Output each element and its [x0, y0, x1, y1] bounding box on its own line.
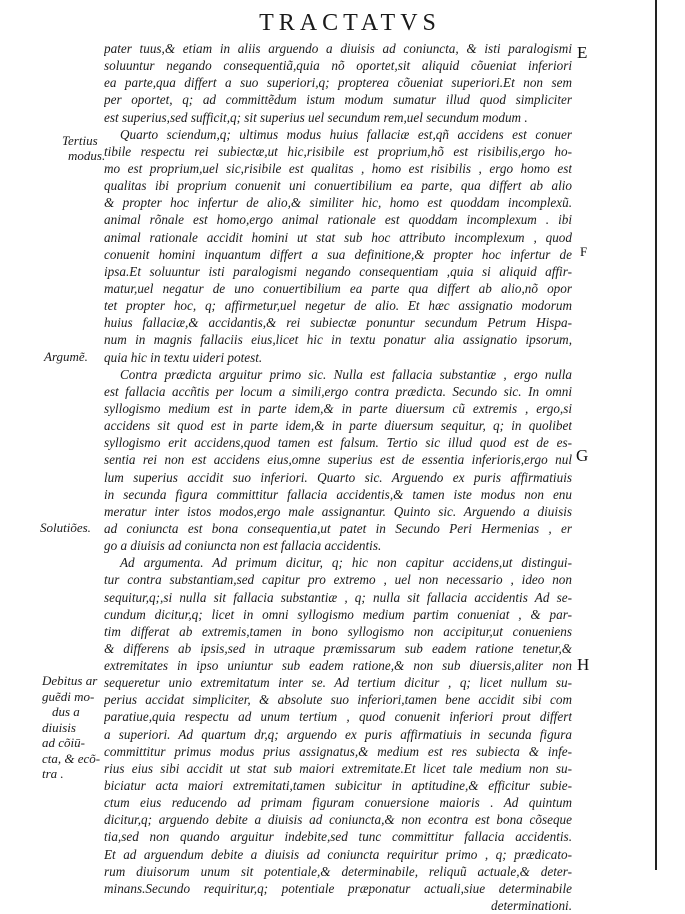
margin-note-solutiones [40, 520, 106, 535]
text-line: animal rõnale est homo,ergo animal rationale est quoddam incomplexum . ibi [104, 212, 572, 228]
text-line: extremitates in ipso uniuntur sub eadem ratione,& non sub diuersis,aliter non [104, 658, 572, 674]
running-header: TRACTATVS [259, 10, 441, 36]
text-line: biciatur acta maiori extremitati,tamen subicitur in aptitudine,& efficitur subie- [104, 778, 572, 794]
text-line: huius fallaciæ,& accidantis,& rei subiectæ ponuntur secundum Petrum Hispa- [104, 315, 572, 331]
text-line: Quarto sciendum,q; ultimus modus huius fallaciæ est,qñ accidens est conuer [120, 126, 572, 142]
margin-note-line: cta, & ecõ- [42, 750, 101, 766]
text-line: tibile respectu rei subiectæ,ut hic,risibile est proprium,hõ est risibilis,ergo ho- [104, 143, 572, 159]
text-line: go a diuisis ad coniuncta non est fallacia accidentis. [104, 538, 382, 554]
margin-note-line: Debitus ar [42, 673, 98, 688]
text-line: minans.Secundo requiritur,q; potentiale præponatur actuali,siue determinabile [104, 880, 572, 896]
text-line: est superius,sed sufficit,q; sit superius uel secundum rem,uel secundum modum . [104, 109, 528, 125]
text-line: animal rationale accidit homini ut stat sub hoc attributo incomplexum , quod [104, 229, 572, 245]
text-line: tet propter hoc, q; affirmetur,uel negetur de alio. Et hæc assignatio modorum [104, 298, 572, 314]
section-letter-h: H [577, 655, 590, 674]
text-line: qualitas ibi proprium conuenit uni conuertibilium ea parte, qua differt ab alio [104, 178, 572, 194]
text-line: tia,sed non quando arguitur indebite,sed tunc committitur fallacia accidentis. [104, 829, 572, 845]
text-line: dicitur,q; arguendo debite a diuisis ad coniuncta,& non econtra est bona cõseque [104, 812, 572, 828]
margin-note-line: Solutiões. [40, 520, 91, 535]
margin-note-line: tra . [42, 766, 64, 781]
margin-note-debitus [42, 673, 108, 782]
section-letter-g: G [576, 446, 589, 465]
text-line: soluuntur negando consequentiã,quia nõ oportet,sit aliquid cõueniat inferiori [104, 58, 572, 74]
text-line: & propter hoc infertur de alio,& similiter hic, homo est quoddam incomplexũ. [104, 195, 572, 211]
text-line: Ad argumenta. Ad primum dicitur, q; hic non capitur accidens,ut distingui- [120, 555, 572, 571]
page-edge-rule [655, 0, 657, 870]
text-line: mo est proprium,uel sic,risibile est qualitas , homo est risibilis , ergo homo est [104, 160, 572, 176]
text-line: meratur inter istos modos,ergo male assignantur. Quinto sic. Arguendo a diuisis [104, 503, 572, 519]
margin-note-line: Argumẽ. [44, 349, 88, 364]
text-line: pater tuus,& etiam in aliis arguendo a diuisis ad coniuncta, & isti paralogismi [104, 41, 572, 56]
text-line: sequeretur unio extremitatum inter se. Ad tertium dicitur , q; licet nullum su- [104, 675, 572, 691]
text-line: num in magnis fallaciis eius,licet hic in textu ponatur alia assignatio ipsorum, [104, 332, 572, 348]
section-letter-e: E [577, 43, 588, 62]
margin-note-line: modus. [68, 148, 106, 163]
text-line: rum diuisorum unum sit potentiale,& determinabile, reliquũ actuale,& deter- [104, 863, 572, 879]
body-text [104, 40, 572, 914]
margin-note-argumenta [44, 349, 104, 364]
text-line: & differens ab ipsis,sed in utraque præmissarum sub eadem ratione tenetur,& [104, 640, 572, 656]
section-letter-f: F [580, 244, 588, 259]
text-line: lum superius accidit suo inferiori. Quarto sic. Arguendo ex puris affirmatiuis [104, 469, 572, 485]
text-line: syllogismo erit accidens,quod tamen est falsum. Tertio sic illud quod est de es- [104, 435, 572, 451]
text-line: tur contra substantiam,sed capitur pro extremo , uel non necessario , ideo non [104, 572, 572, 588]
text-line: committitur primus modus prius assignatus,& medium est res subiecta & infe- [104, 743, 572, 759]
text-line: in secunda figura committitur fallacia accidentis,& tamen iste modus non enu [104, 486, 572, 502]
text-line: accidens sit quod est in parte idem,& in parte diuersum sequitur, q; in quolibet [104, 418, 572, 434]
text-line: syllogismo medium est in parte idem,& in parte diuersum cũ extremis , ergo,si [104, 400, 572, 416]
text-line: determinationi. [491, 898, 572, 914]
text-line: ad coniuncta est bona consequentia,ut patet in Secundo Peri Hermenias , er [104, 520, 572, 536]
text-line: conuenit homini inquantum differt a sua definitione,& propter hoc infertur de [104, 246, 572, 262]
margin-note-tertius [62, 133, 106, 163]
text-line: ea parte,qua differt a suo superiori,q; propterea cõueniat superiori.Et non sem [104, 75, 572, 91]
margin-note-line: Tertius [62, 133, 98, 148]
text-line: tim differat ab extremis,tamen in bono syllogismo non accipitur,ut conueniens [104, 623, 572, 639]
margin-note-line: guẽdi mo- [42, 688, 95, 704]
text-line: ipsa.Et soluuntur isti paralogismi negando consequentiam ,quia si aliquid affir- [104, 263, 572, 279]
text-line: sequitur,q;,si nulla sit fallacia substantiæ , q; nulla sit fallacia accidentis Ad se- [104, 589, 572, 605]
text-line: ctum eius reducendo ad primam figuram conuersione maioris . Ad quintum [104, 795, 572, 811]
text-line: matur,uel negatur de uno conuertibilium ea parte qua differt ab alio,nõ opor [104, 280, 572, 296]
margin-note-line: diuisis [42, 719, 76, 735]
text-line: perius accidat simpliciter, & absolute suo inferiori,tamen bene accidit sibi com [104, 692, 572, 708]
margin-note-line: ad cõiū- [42, 735, 85, 750]
text-line: sentia rei non est accidens eius,omne superius est de essentia inferioris,ergo nul [104, 452, 572, 468]
text-line: rius eius sibi accidit ut stat sub maiori extremitate.Et licet tale medium non su- [104, 760, 572, 776]
text-line: quia hic in textu uideri potest. [104, 349, 263, 365]
text-line: Et ad arguendum debite a diuisis ad coniuncta requiritur primo , q; prædicato- [104, 846, 572, 862]
text-line: est fallacia accñtis per locum a simili,ergo contra prædicta. Secundo sic. In omni [104, 383, 572, 399]
text-line: Contra prædicta arguitur primo sic. Nulla est fallacia substantiæ , ergo nulla [120, 366, 572, 382]
text-line: a superiori. Ad quartum dr,q; arguendo ex puris affirmatiuis in secunda figura [104, 726, 572, 742]
margin-note-line: dus a [52, 704, 80, 719]
text-line: paratiue,quia respectu ad unum tertium , quod conuenit inferiori prout differt [104, 709, 572, 725]
text-line: cundum dicitur,q; licet in omni syllogismo medium partim conueniat , & par- [104, 606, 572, 622]
text-line: per oportet, q; ad committẽdum istum modum sumatur illud quod simpliciter [104, 92, 572, 108]
